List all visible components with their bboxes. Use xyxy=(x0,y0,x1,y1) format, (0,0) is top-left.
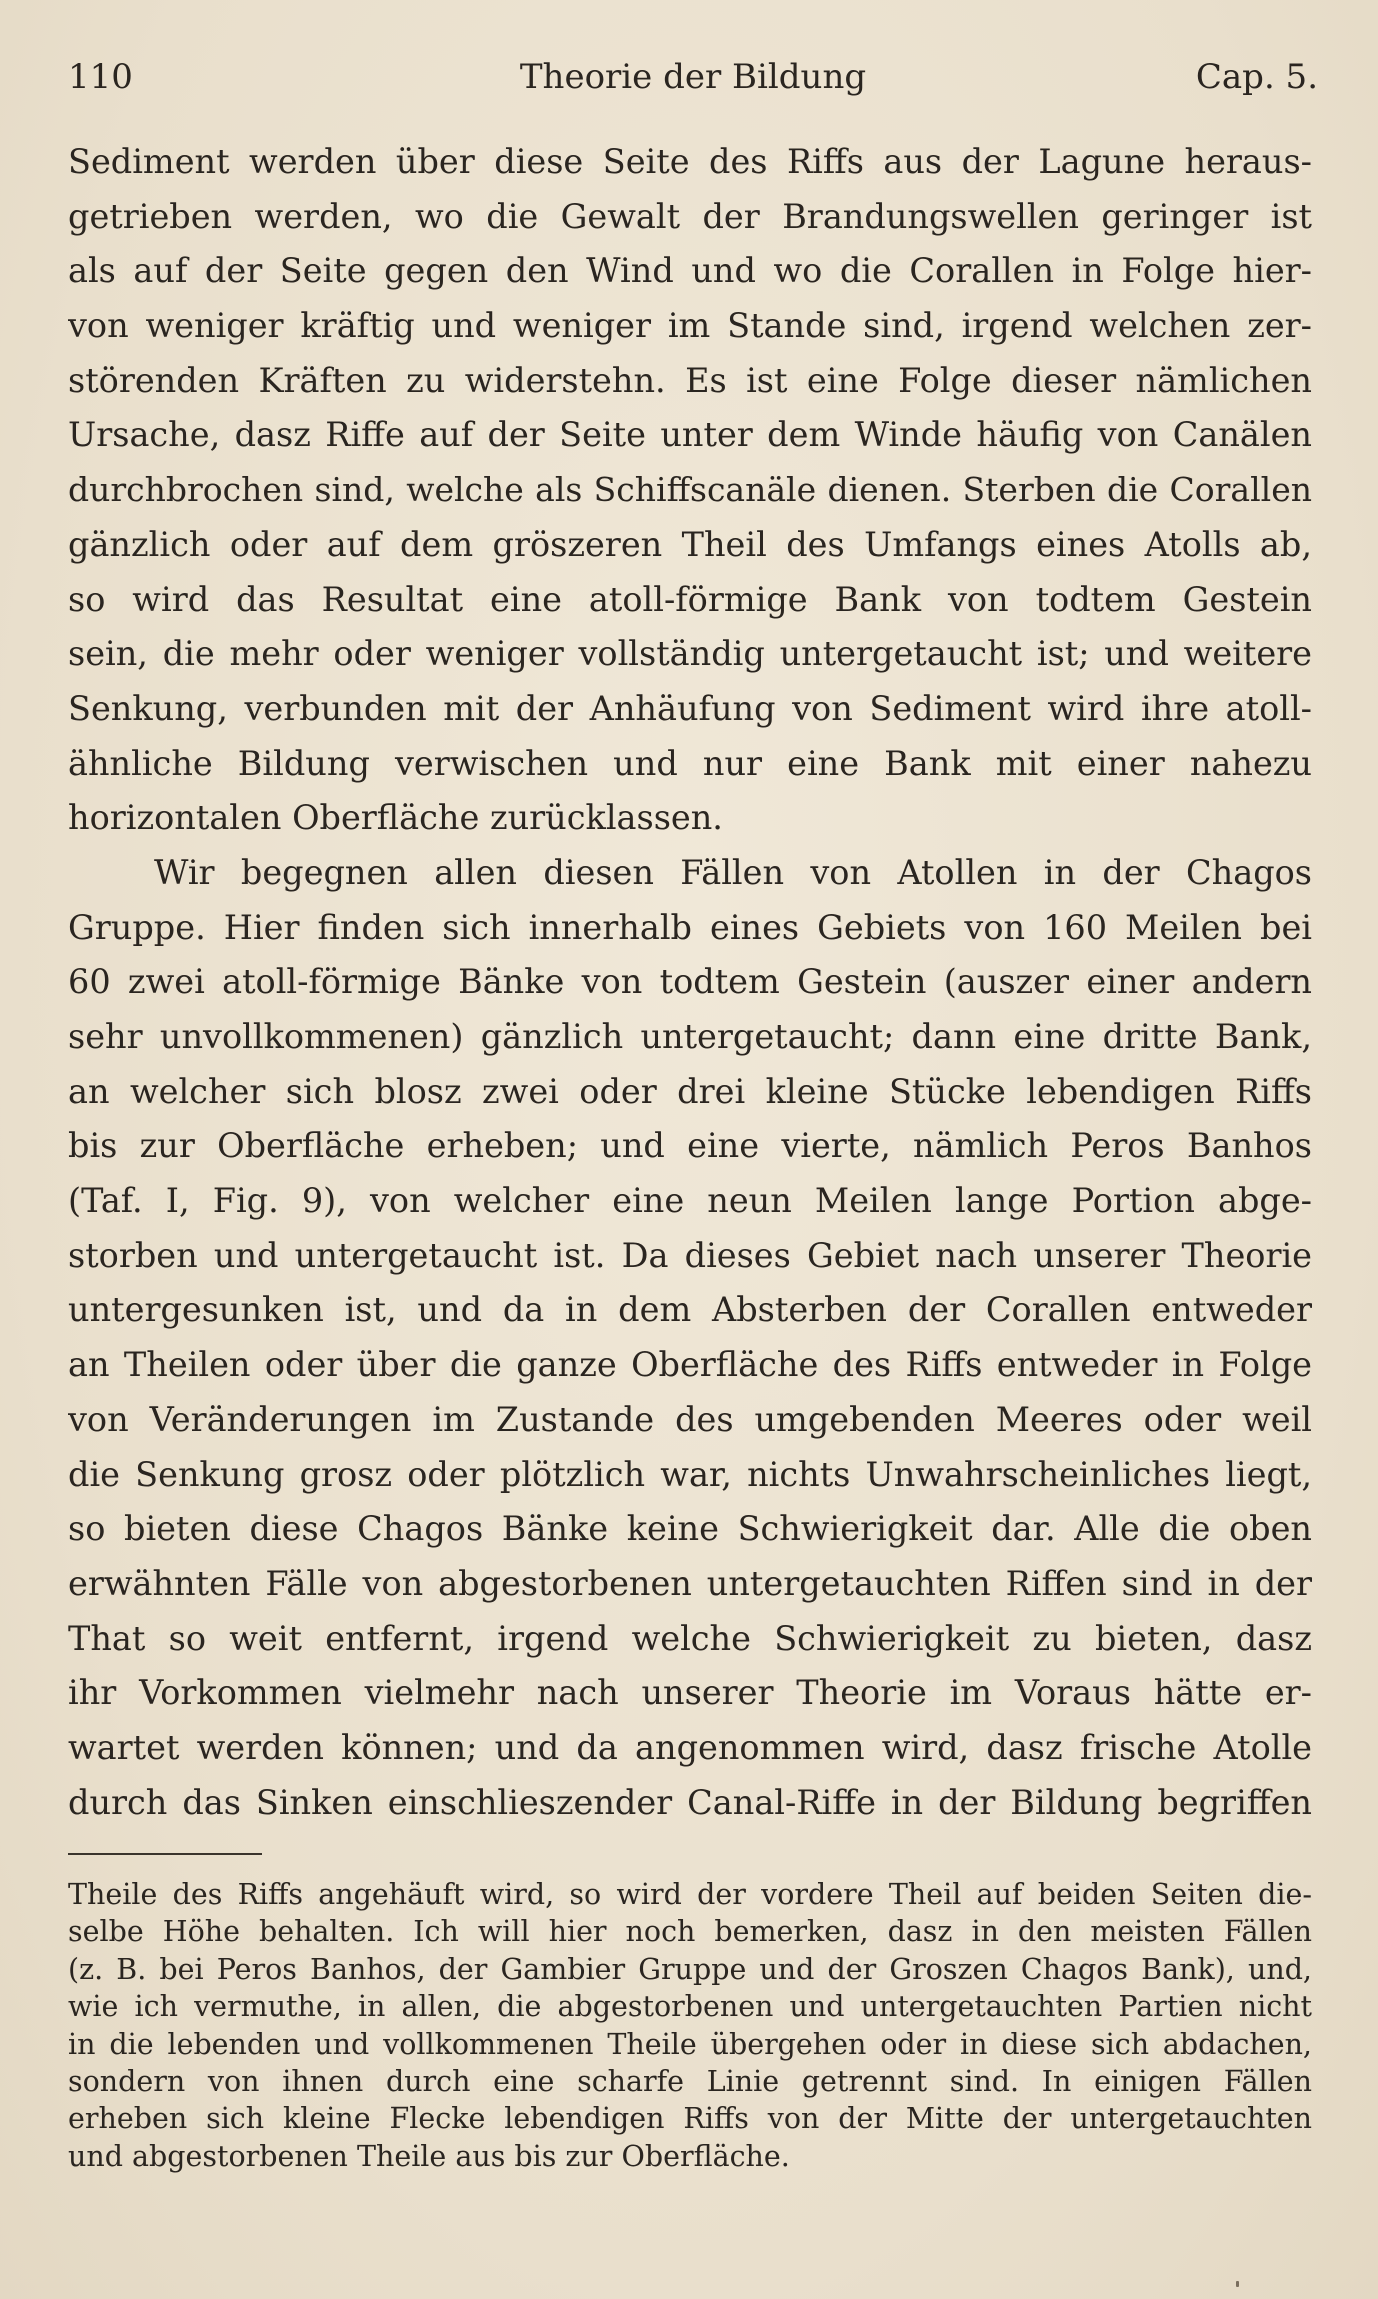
body-line: 60 zwei atoll-förmige Bänke von todtem Gestein (auszer einer andern xyxy=(68,962,1312,1002)
body-line: storben und untergetaucht ist. Da dieses Gebiet nach unserer Theorie xyxy=(68,1235,1312,1275)
chapter-label: Cap. 5. xyxy=(1195,57,1318,97)
body-line: That so weit entfernt, irgend welche Schwierigkeit zu bieten, dasz xyxy=(68,1618,1312,1658)
body-line: wartet werden können; und da angenommen wird, dasz frische Atolle xyxy=(68,1727,1312,1767)
footnote-line: sondern von ihnen durch eine scharfe Linie getrennt sind. In einigen Fällen xyxy=(68,2064,1312,2098)
body-line: bis zur Oberfläche erheben; und eine vierte, nämlich Peros Banhos xyxy=(68,1126,1312,1166)
body-line: getrieben werden, wo die Gewalt der Brandungswellen geringer ist xyxy=(68,196,1312,236)
body-line: die Senkung grosz oder plötzlich war, nichts Unwahrscheinliches liegt, xyxy=(68,1454,1312,1494)
body-line: Ursache, dasz Riffe auf der Seite unter dem Winde häufig von Canälen xyxy=(68,415,1312,455)
footnote-line: selbe Höhe behalten. Ich will hier noch bemerken, dasz in den meisten Fällen xyxy=(68,1915,1312,1949)
body-line: (Taf. I, Fig. 9), von welcher eine neun Meilen lange Portion abge- xyxy=(68,1181,1312,1221)
footnote-line: erheben sich kleine Flecke lebendigen Riffs von der Mitte der untergetauchten xyxy=(68,2102,1312,2136)
body-line: untergesunken ist, und da in dem Absterben der Corallen entweder xyxy=(68,1290,1312,1330)
body-line: durchbrochen sind, welche als Schiffscanäle dienen. Sterben die Corallen xyxy=(68,470,1312,510)
paragraph-end-line: horizontalen Oberfläche zurücklassen. xyxy=(68,798,723,838)
body-line: Gruppe. Hier finden sich innerhalb eines Gebiets von 160 Meilen bei xyxy=(68,907,1312,947)
body-line: von Veränderungen im Zustande des umgebenden Meeres oder weil xyxy=(68,1399,1312,1439)
page-speck xyxy=(1236,2281,1239,2287)
footnote-line: (z. B. bei Peros Banhos, der Gambier Gruppe und der Groszen Chagos Bank), und, xyxy=(68,1952,1312,1986)
body-line: sehr unvollkommenen) gänzlich untergetaucht; dann eine dritte Bank, xyxy=(68,1017,1312,1056)
footnote-line: Theile des Riffs angehäuft wird, so wird der vordere Theil auf beiden Seiten die- xyxy=(68,1878,1312,1911)
footnote-line: in die lebenden und vollkommenen Theile übergehen oder in diese sich abdachen, xyxy=(68,2027,1312,2061)
footnote-line: wie ich vermuthe, in allen, die abgestorbenen und untergetauchten Partien nicht xyxy=(68,1990,1312,2024)
body-line: durch das Sinken einschlieszender Canal-Riffe in der Bildung begriffen xyxy=(68,1782,1312,1822)
body-line: sein, die mehr oder weniger vollständig untergetaucht ist; und weitere xyxy=(68,634,1312,674)
body-line: von weniger kräftig und weniger im Stande sind, irgend welchen zer- xyxy=(68,306,1312,346)
body-line: ihr Vorkommen vielmehr nach unserer Theorie im Voraus hätte er- xyxy=(68,1673,1312,1713)
body-text xyxy=(68,135,1312,1830)
body-line: störenden Kräften zu widerstehn. Es ist eine Folge dieser nämlichen xyxy=(68,360,1312,400)
body-line: als auf der Seite gegen den Wind und wo die Corallen in Folge hier- xyxy=(68,251,1312,291)
footnote-last-line: und abgestorbenen Theile aus bis zur Oberfläche. xyxy=(68,2139,790,2173)
footnote-divider xyxy=(68,1853,262,1855)
page-number: 110 xyxy=(68,57,133,97)
body-line: erwähnten Fälle von abgestorbenen untergetauchten Riffen sind in der xyxy=(68,1563,1312,1603)
body-line: so wird das Resultat eine atoll-förmige Bank von todtem Gestein xyxy=(68,579,1312,619)
body-line: gänzlich oder auf dem gröszeren Theil des Umfangs eines Atolls ab, xyxy=(68,524,1312,564)
body-line: an welcher sich blosz zwei oder drei kleine Stücke lebendigen Riffs xyxy=(68,1071,1312,1111)
body-line: ähnliche Bildung verwischen und nur eine Bank mit einer nahezu xyxy=(68,743,1312,783)
body-line: an Theilen oder über die ganze Oberfläche des Riffs entweder in Folge xyxy=(68,1345,1312,1385)
running-head xyxy=(68,52,1318,102)
body-line: Senkung, verbunden mit der Anhäufung von Sediment wird ihre atoll- xyxy=(68,688,1312,728)
paragraph-start-line: Wir begegnen allen diesen Fällen von Atollen in der Chagos xyxy=(154,852,1312,892)
running-title: Theorie der Bildung xyxy=(519,57,867,97)
footnote xyxy=(68,1876,1312,2175)
body-line: so bieten diese Chagos Bänke keine Schwierigkeit dar. Alle die oben xyxy=(68,1509,1312,1549)
body-line: Sediment werden über diese Seite des Riffs aus der Lagune heraus- xyxy=(68,142,1312,181)
